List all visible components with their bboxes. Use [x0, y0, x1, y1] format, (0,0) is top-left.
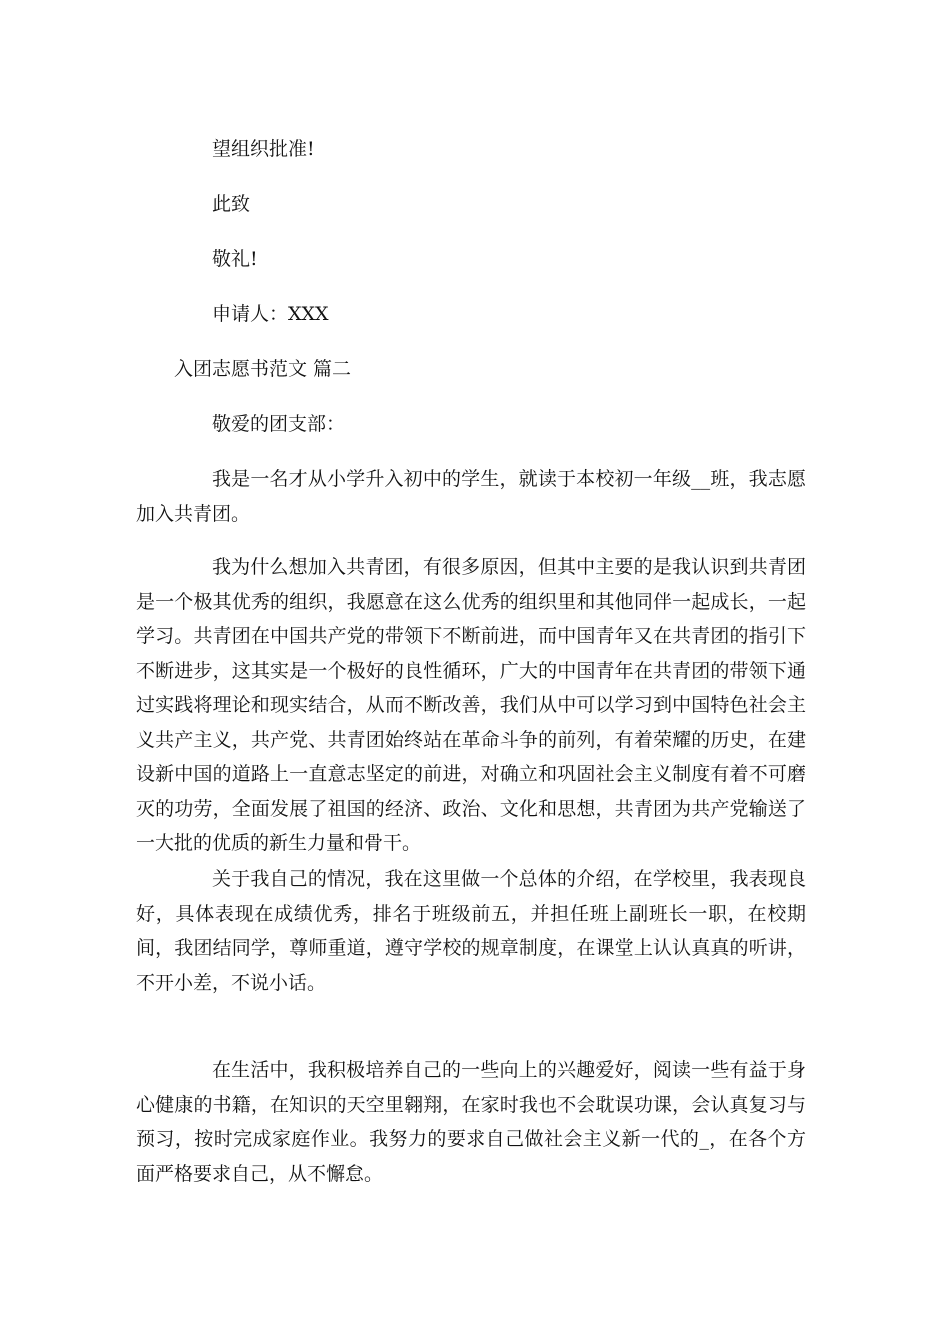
paragraph-daily-life: 在生活中，我积极培养自己的一些向上的兴趣爱好，阅读一些有益于身心健康的书籍，在知识的天空里翱翔，在家时我也不会耽误功课，会认真复习与预习，按时完成家庭作业。我努力的要求自己做社会主义新一代的_，在各个方面严格要求自己，从不懈怠。 — [136, 1059, 806, 1185]
approval-line: 望组织批准! — [212, 138, 315, 160]
letter-greeting: 敬爱的团支部： — [212, 413, 346, 435]
applicant-signature: 申请人：XXX — [212, 303, 329, 325]
salutation-line-2: 敬礼! — [212, 248, 258, 270]
paragraph-intro: 我是一名才从小学升入初中的学生，就读于本校初一年级__班，我志愿加入共青团。 — [136, 468, 806, 525]
paragraph-self-introduction: 关于我自己的情况，我在这里做一个总体的介绍，在学校里，我表现良好，具体表现在成绩优秀，排名于班级前五，并担任班上副班长一职，在校期间，我团结同学，尊师重道，遵守学校的规章制度，在课堂上认认真真的听讲，不开小差，不说小话。 — [136, 868, 806, 994]
salutation-line-1: 此致 — [212, 193, 251, 215]
paragraph-reasons: 我为什么想加入共青团，有很多原因，但其中主要的是我认识到共青团是一个极其优秀的组织，我愿意在这么优秀的组织里和其他同伴一起成长，一起学习。共青团在中国共产党的带领下不断前进，而中国青年又在共青团的指引下不断进步，这其实是一个极好的良性循环，广大的中国青年在共青团的带领下通过实践将理论和现实结合，从而不断改善，我们从中可以学习到中国特色社会主义共产主义，共产党、共青团始终站在革命斗争的前列，有着荣耀的历史，在建设新中国的道路上一直意志坚定的前进，对确立和巩固社会主义制度有着不可磨灭的功劳，全面发展了祖国的经济、政治、文化和思想，共青团为共产党输送了一大批的优质的新生力量和骨干。 — [136, 556, 806, 854]
section-title: 入团志愿书范文 篇二 — [174, 358, 352, 380]
